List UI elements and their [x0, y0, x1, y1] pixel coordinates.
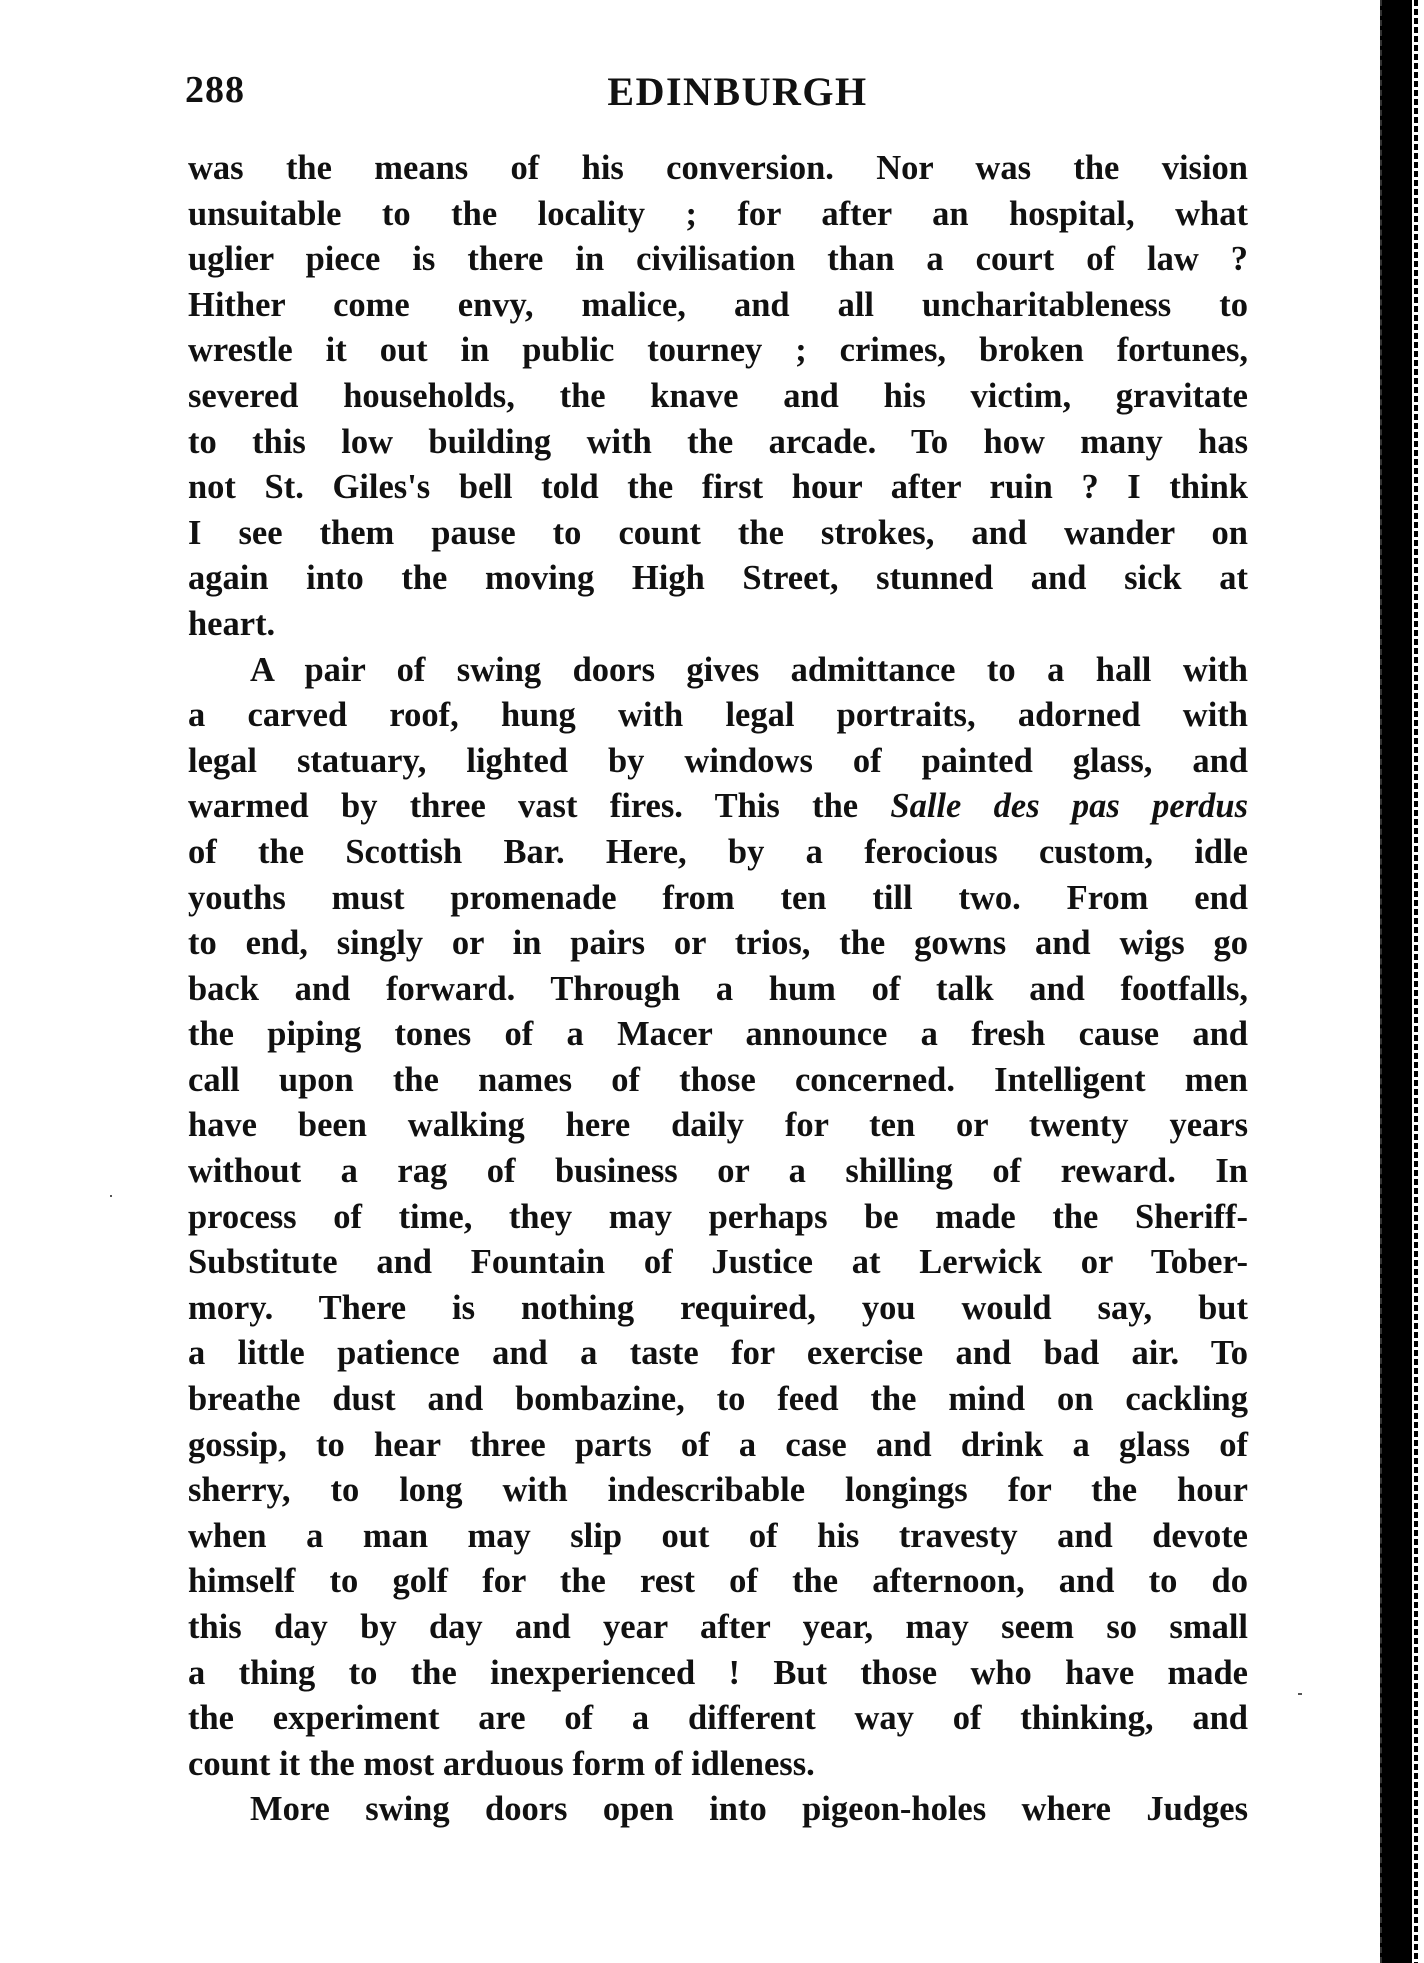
text-line: the piping tones of a Macer announce a fresh cause and	[188, 1015, 1248, 1054]
paragraph-first-line: A pair of swing doors gives admittance to a hall with	[250, 650, 1248, 689]
text-line: breathe dust and bombazine, to feed the mind on cackling	[188, 1380, 1248, 1419]
text-line: a carved roof, hung with legal portraits, adorned with	[188, 696, 1248, 735]
text-line: a little patience and a taste for exercise and bad air. To	[188, 1334, 1248, 1373]
page-header	[185, 68, 1250, 118]
text-line: without a rag of business or a shilling of reward. In	[188, 1152, 1248, 1191]
text-line: to end, singly or in pairs or trios, the gowns and wigs go	[188, 924, 1248, 963]
text-line: the experiment are of a different way of thinking, and	[188, 1699, 1248, 1738]
text-line: when a man may slip out of his travesty and devote	[188, 1516, 1248, 1555]
page-number: 288	[185, 69, 245, 111]
scan-speck	[1298, 1693, 1302, 1695]
text-line: sherry, to long with indescribable longings for the hour	[188, 1471, 1248, 1510]
text-line: was the means of his conversion. Nor was the vision	[188, 149, 1248, 187]
text-line: I see them pause to count the strokes, and wander on	[188, 513, 1248, 552]
text-line: heart.	[188, 604, 276, 643]
text-line: Hither come envy, malice, and all uncharitableness to	[188, 285, 1248, 324]
text-line: again into the moving High Street, stunned and sick at	[188, 559, 1248, 598]
text-line: count it the most arduous form of idleness.	[188, 1744, 815, 1783]
text-line: have been walking here daily for ten or twenty years	[188, 1106, 1248, 1145]
text-line: wrestle it out in public tourney ; crimes, broken fortunes,	[188, 331, 1248, 370]
text-line: of the Scottish Bar. Here, by a ferocious custom, idle	[188, 832, 1248, 871]
text-line: unsuitable to the locality ; for after an hospital, what	[188, 194, 1248, 233]
text-line: warmed by three vast fires. This the Salle des pas perdus	[188, 787, 1249, 826]
text-line: uglier piece is there in civilisation than a court of law ?	[188, 240, 1248, 279]
text-line: youths must promenade from ten till two. From end	[188, 878, 1248, 917]
text-line: this day by day and year after year, may seem so small	[188, 1608, 1248, 1646]
text-line: gossip, to hear three parts of a case and drink a glass of	[188, 1425, 1248, 1464]
text-line: call upon the names of those concerned. Intelligent men	[188, 1060, 1248, 1099]
text-line: a thing to the inexperienced ! But those who have made	[188, 1653, 1248, 1692]
text-line: mory. There is nothing required, you would say, but	[188, 1288, 1248, 1327]
text-line: to this low building with the arcade. To how many has	[188, 422, 1248, 461]
italic-phrase: Salle des pas perdus	[890, 787, 1249, 826]
text-line: legal statuary, lighted by windows of painted glass, and	[188, 741, 1248, 780]
running-head-title: EDINBURGH	[607, 69, 868, 114]
scan-speck	[110, 1195, 112, 1197]
text-line: back and forward. Through a hum of talk and footfalls,	[188, 969, 1248, 1008]
book-binding-edge	[1380, 0, 1412, 1963]
text-line: himself to golf for the rest of the afternoon, and to do	[188, 1562, 1248, 1601]
text-line: process of time, they may perhaps be made the Sheriff-	[188, 1197, 1248, 1236]
text-line: not St. Giles's bell told the first hour after ruin ? I think	[188, 468, 1248, 507]
text-line: severed households, the knave and his victim, gravitate	[188, 376, 1248, 415]
paragraph-first-line: More swing doors open into pigeon-holes where Judges	[250, 1790, 1248, 1829]
body-text	[188, 146, 1248, 1833]
text-line: Substitute and Fountain of Justice at Lerwick or Tober-	[188, 1243, 1248, 1282]
